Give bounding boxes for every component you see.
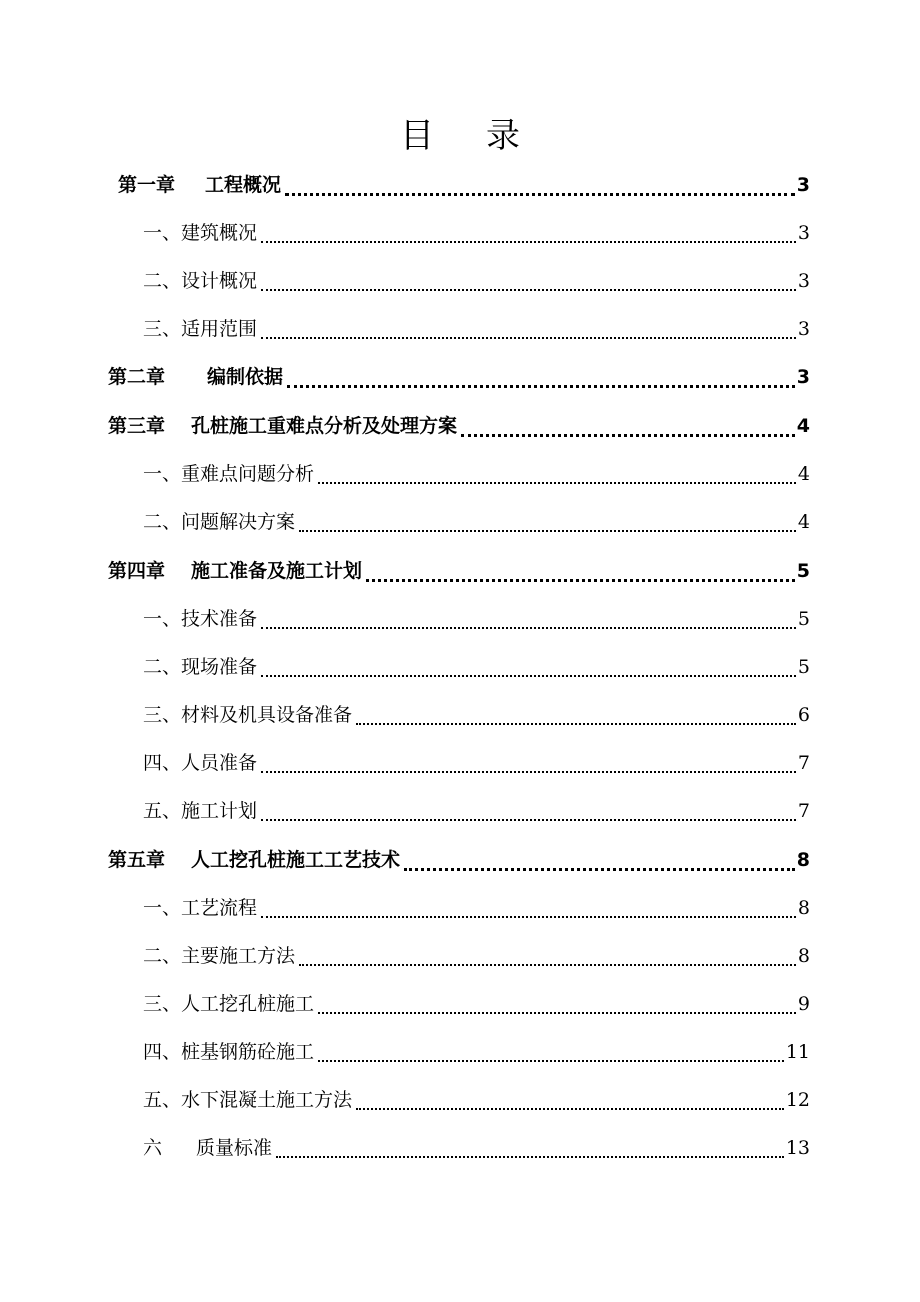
toc-leader-dots [404,862,795,871]
toc-section-4-1[interactable] [143,604,810,634]
toc-entry-page: 9 [797,993,810,1015]
toc-entry-number: 四、 [143,1041,182,1063]
toc-entry-number: 三、 [143,704,182,726]
toc-section-5-4[interactable] [143,1037,810,1067]
toc-entry-page: 4 [796,415,810,437]
toc-leader-dots [318,1056,784,1062]
toc-entry-label: 人工挖孔桩施工工艺技术 [191,849,401,871]
toc-leader-dots [287,379,795,388]
toc-chapter-1[interactable] [118,170,810,200]
toc-entry-page: 7 [797,752,810,774]
toc-entry-page: 4 [797,511,810,533]
toc-entry-label: 主要施工方法 [181,945,296,967]
toc-section-5-6[interactable] [143,1133,810,1163]
toc-entry-page: 3 [797,270,810,292]
toc-entry-page: 3 [797,222,810,244]
toc-entry-number: 四、 [143,752,182,774]
toc-entry-page: 5 [796,560,810,582]
toc-entry-label: 工程概况 [205,174,282,196]
toc-entry-page: 7 [797,800,810,822]
toc-entry-label: 工艺流程 [181,897,258,919]
toc-leader-dots [299,960,796,966]
toc-entry-label: 人工挖孔桩施工 [181,993,315,1015]
toc-entry-number: 第四章 [108,560,166,582]
toc-leader-dots [261,815,796,821]
toc-section-4-2[interactable] [143,652,810,682]
toc-entry-number: 二、 [143,511,182,533]
toc-entry-number: 一、 [143,222,182,244]
toc-entry-number: 一、 [143,463,182,485]
toc-section-3-2[interactable] [143,507,810,537]
toc-chapter-4[interactable] [108,556,810,586]
toc-section-4-4[interactable] [143,748,810,778]
toc-entry-page: 6 [797,704,810,726]
toc-entry-number: 六 [143,1137,163,1159]
toc-section-5-1[interactable] [143,893,810,923]
toc-entry-label: 施工准备及施工计划 [191,560,363,582]
toc-entry-page: 4 [797,463,810,485]
toc-entry-number: 二、 [143,945,182,967]
toc-leader-dots [318,1008,796,1014]
toc-leader-dots [261,623,796,629]
toc-entry-label: 适用范围 [181,318,258,340]
toc-entry-number: 五、 [143,1089,182,1111]
toc-entry-number: 二、 [143,270,182,292]
toc-leader-dots [366,573,795,582]
toc-leader-dots [299,526,796,532]
toc-entry-label: 质量标准 [196,1137,273,1159]
title-part-1: 目 [400,116,434,156]
toc-chapter-3[interactable] [108,411,810,441]
toc-section-5-3[interactable] [143,989,810,1019]
toc-leader-dots [261,671,796,677]
toc-entry-number: 第三章 [108,415,166,437]
toc-leader-dots [261,237,796,243]
toc-entry-label: 桩基钢筋砼施工 [181,1041,315,1063]
toc-entry-page: 5 [797,608,810,630]
toc-entry-number: 第二章 [108,366,166,388]
toc-entry-label: 人员准备 [181,752,258,774]
toc-section-4-3[interactable] [143,700,810,730]
toc-entry-label: 设计概况 [181,270,258,292]
toc-entry-page: 11 [785,1041,810,1063]
toc-entry-number: 第五章 [108,849,166,871]
toc-entry-page: 8 [796,849,810,871]
toc-entry-page: 8 [797,897,810,919]
toc-entry-label: 材料及机具设备准备 [181,704,353,726]
toc-entry-number: 第一章 [118,174,176,196]
toc-section-1-3[interactable] [143,314,810,344]
toc-entry-label: 施工计划 [181,800,258,822]
toc-leader-dots [261,333,796,339]
toc-section-4-5[interactable] [143,796,810,826]
toc-entry-label: 重难点问题分析 [181,463,315,485]
toc-leader-dots [261,767,796,773]
toc-leader-dots [285,187,795,196]
toc-entry-label: 水下混凝土施工方法 [181,1089,353,1111]
toc-leader-dots [261,285,796,291]
toc-chapter-5[interactable] [108,845,810,875]
toc-entry-number: 三、 [143,318,182,340]
toc-entry-number: 一、 [143,608,182,630]
toc-entry-number: 一、 [143,897,182,919]
toc-entry-label: 孔桩施工重难点分析及处理方案 [191,415,458,437]
toc-entry-label: 建筑概况 [181,222,258,244]
toc-entry-page: 3 [797,318,810,340]
toc-entry-label: 问题解决方案 [181,511,296,533]
toc-leader-dots [461,428,795,437]
toc-leader-dots [261,912,796,918]
toc-entry-page: 3 [796,366,810,388]
toc-entry-page: 13 [785,1137,810,1159]
toc-entry-page: 3 [796,174,810,196]
toc-entry-page: 8 [797,945,810,967]
toc-entry-number: 五、 [143,800,182,822]
toc-leader-dots [356,719,796,725]
toc-entry-label: 编制依据 [207,366,284,388]
toc-leader-dots [318,478,796,484]
toc-entry-label: 技术准备 [181,608,258,630]
toc-section-1-1[interactable] [143,218,810,248]
toc-entry-page: 5 [797,656,810,678]
toc-section-3-1[interactable] [143,459,810,489]
toc-leader-dots [356,1104,784,1110]
toc-section-1-2[interactable] [143,266,810,296]
title-part-2: 录 [486,116,520,156]
toc-leader-dots [276,1152,784,1158]
toc-chapter-2[interactable] [108,362,810,392]
toc-section-5-2[interactable] [143,941,810,971]
toc-entry-page: 12 [785,1089,810,1111]
toc-entry-number: 二、 [143,656,182,678]
toc-entry-number: 三、 [143,993,182,1015]
toc-section-5-5[interactable] [143,1085,810,1115]
toc-entry-label: 现场准备 [181,656,258,678]
